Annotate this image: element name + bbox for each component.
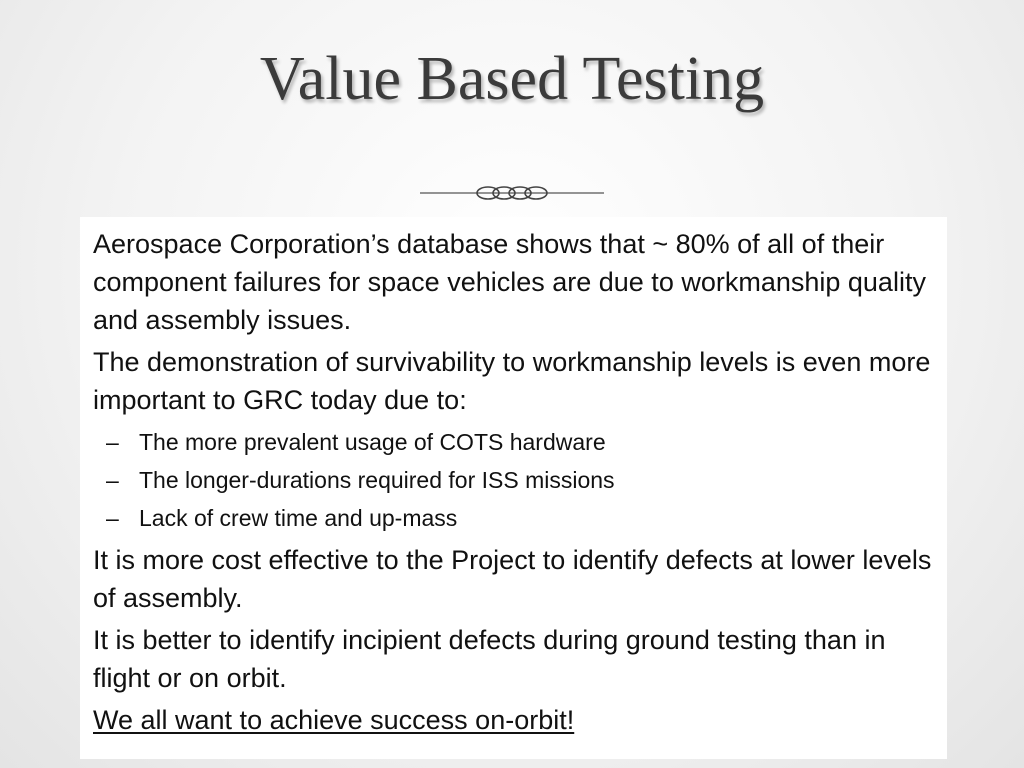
list-item <box>93 499 933 537</box>
paragraph-aerospace: Aerospace Corporation’s database shows that ~ 80% of all of their component failures for space vehicles are due to workmanship quality and assembly issues. <box>93 229 926 335</box>
content-box <box>80 217 947 759</box>
list-item <box>93 423 933 461</box>
paragraph-incipient-defects: It is better to identify incipient defects during ground testing than in flight or on orbit. <box>93 625 886 693</box>
list-item-text: The more prevalent usage of COTS hardware <box>139 429 606 455</box>
dash-bullet: – <box>106 467 119 493</box>
list-item <box>93 461 933 499</box>
slide-title: Value Based Testing <box>259 45 765 113</box>
list-item-text: Lack of crew time and up-mass <box>139 505 458 531</box>
dash-bullet: – <box>106 429 119 455</box>
ornament-divider-icon <box>420 180 604 206</box>
list-item-text: The longer-durations required for ISS missions <box>139 467 615 493</box>
paragraph-cost-effective: It is more cost effective to the Project to identify defects at lower levels of assembly. <box>93 545 932 613</box>
reasons-list <box>93 423 933 537</box>
final-statement: We all want to achieve success on-orbit! <box>93 705 575 735</box>
paragraph-demonstration: The demonstration of survivability to workmanship levels is even more important to GRC today due to: <box>93 347 931 415</box>
dash-bullet: – <box>106 505 119 531</box>
